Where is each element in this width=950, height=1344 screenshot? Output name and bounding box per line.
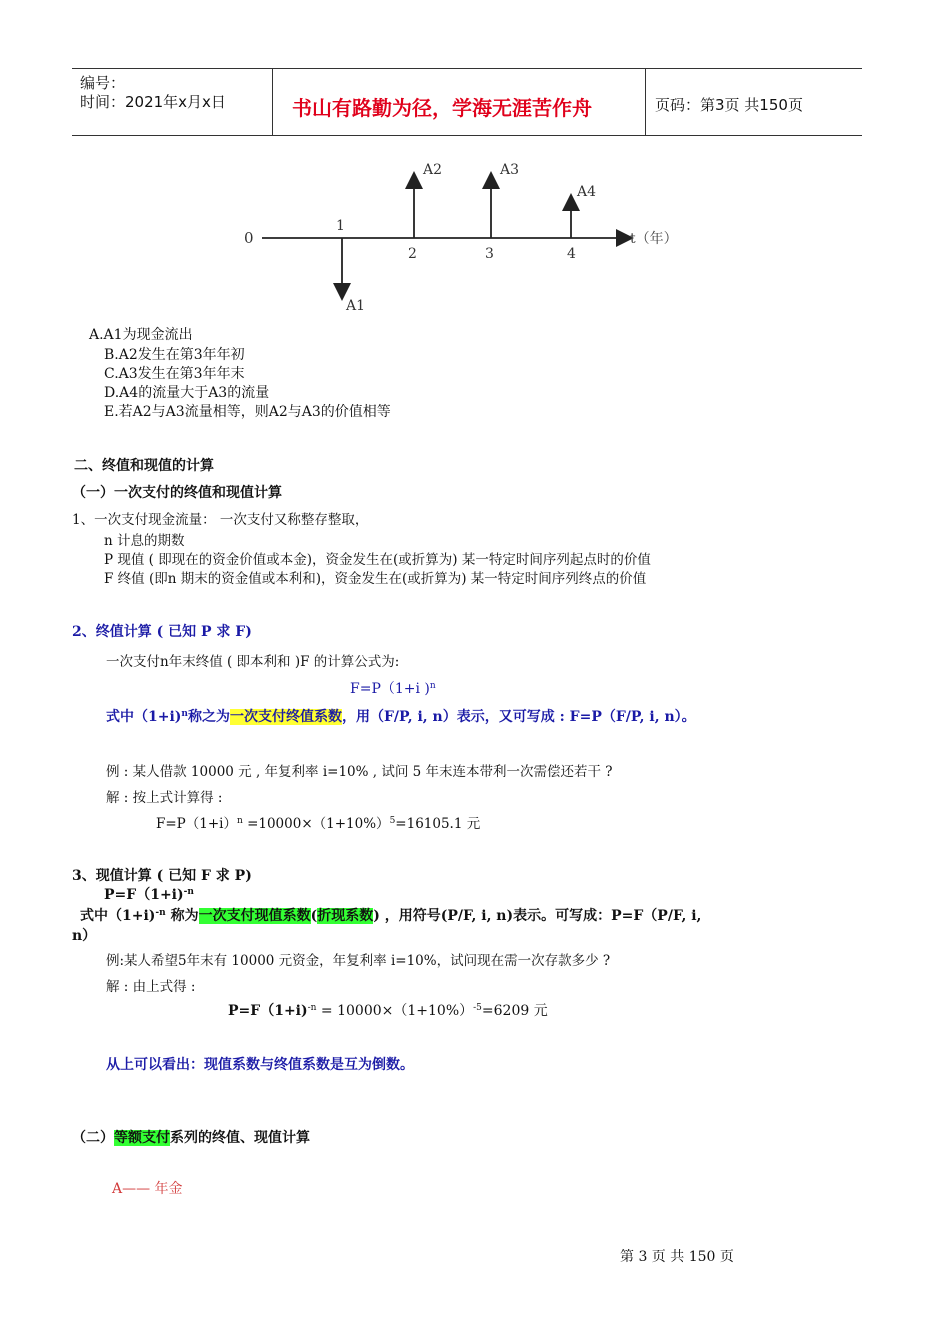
axis-tick-1: 1 — [336, 218, 345, 234]
flow-label-a2: A2 — [423, 162, 443, 178]
section-title: 二、终值和现值的计算 — [74, 458, 214, 474]
axis-tick-3: 3 — [485, 246, 494, 262]
present-value-calculation: $P=F(1+i)^{-n} = 10000\times(1+10\%)^{-5}=6209$ 元 — [228, 1003, 548, 1019]
present-value-solution: 解 : 由上式得 : — [106, 979, 196, 995]
doc-time-label: 时间：2021年x月x日 — [80, 93, 226, 111]
reciprocal-conclusion: 从上可以看出：现值系数与终值系数是互为倒数。 — [106, 1057, 414, 1073]
future-value-intro: 一次支付n年末终值 ( 即本利和 )F 的计算公式为: — [106, 654, 400, 670]
flow-label-a4: A4 — [577, 184, 597, 200]
highlight-discount-factor: 折现系数 — [317, 908, 374, 924]
flow-label-a3: A3 — [500, 162, 520, 178]
future-value-calculation: $F=P(1+i)^n =10000\times(1+10\%)^5=16105.1$ 元 — [156, 816, 481, 832]
axis-tick-4: 4 — [567, 246, 576, 262]
annuity-section-title: （二）等额支付系列的终值、现值计算 — [72, 1130, 310, 1146]
definition-intro: 1、一次支付现金流量： 一次支付又称整存整取， — [72, 512, 369, 528]
cash-flow-diagram — [230, 150, 700, 320]
page-footer: 第 3 页 共 150 页 — [620, 1249, 734, 1265]
future-value-formula: F=P（1+i )$^n$ — [350, 681, 436, 697]
definition-n: n 计息的期数 — [104, 533, 185, 549]
present-value-example: 例:某人希望5年末有 10000 元资金，年复利率 i=10%，试问现在需一次存款多少 ? — [106, 953, 611, 969]
future-value-note: 式中（1+i)$^n$称之为一次支付终值系数，用（F/P, i, n）表示，又可写成 : F=P（F/P, i, n）。 — [106, 709, 696, 725]
page-counter: 页码：第3页 共150页 — [655, 96, 803, 114]
highlight-present-factor: 一次支付现值系数 — [198, 908, 311, 924]
definition-f: F 终值 (即n 期末的资金值或本利和)，资金发生在(或折算为) 某一特定时间序列终点的价值 — [104, 571, 647, 587]
option-e: E.若A2与A3流量相等，则A2与A3的价值相等 — [104, 404, 391, 420]
axis-unit-label: t（年） — [630, 231, 678, 247]
option-d: D.A4的流量大于A3的流量 — [104, 385, 270, 401]
present-value-note: 式中（1+i)$^{-n}$ 称为一次支付现值系数(折现系数) ，用符号(P/F, i, n)表示。可写成：P=F（P/F, i, — [80, 908, 702, 924]
option-a: A.A1为现金流出 — [89, 327, 193, 343]
present-value-title: 3、现值计算 ( 已知 F 求 P) — [72, 868, 252, 884]
doc-number-label: 编号： — [80, 74, 126, 92]
option-b: B.A2发生在第3年年初 — [104, 347, 245, 363]
present-value-note-wrap: n） — [72, 928, 97, 944]
future-value-example: 例 : 某人借款 10000 元 , 年复利率 i=10% , 试问 5 年末连本带利一次需偿还若干 ? — [106, 764, 613, 780]
future-value-solution: 解 : 按上式计算得 : — [106, 790, 223, 806]
axis-origin: 0 — [244, 229, 254, 247]
present-value-formula: P=F（1+i)$^{-n}$ — [104, 887, 194, 903]
definition-p: P 现值 ( 即现在的资金价值或本金)，资金发生在(或折算为) 某一特定时间序列起点时的价值 — [104, 552, 651, 568]
header-motto: 书山有路勤为径，学海无涯苦作舟 — [292, 96, 592, 120]
option-c: C.A3发生在第3年年末 — [104, 366, 245, 382]
subsection-title: （一）一次支付的终值和现值计算 — [72, 485, 282, 501]
future-value-title: 2、终值计算 ( 已知 P 求 F) — [72, 624, 252, 640]
annuity-definition: A—— 年金 — [112, 1181, 183, 1197]
highlight-future-factor: 一次支付终值系数 — [229, 709, 342, 725]
flow-label-a1: A1 — [346, 298, 366, 314]
highlight-equal-payment: 等额支付 — [114, 1130, 170, 1146]
axis-tick-2: 2 — [408, 246, 417, 262]
